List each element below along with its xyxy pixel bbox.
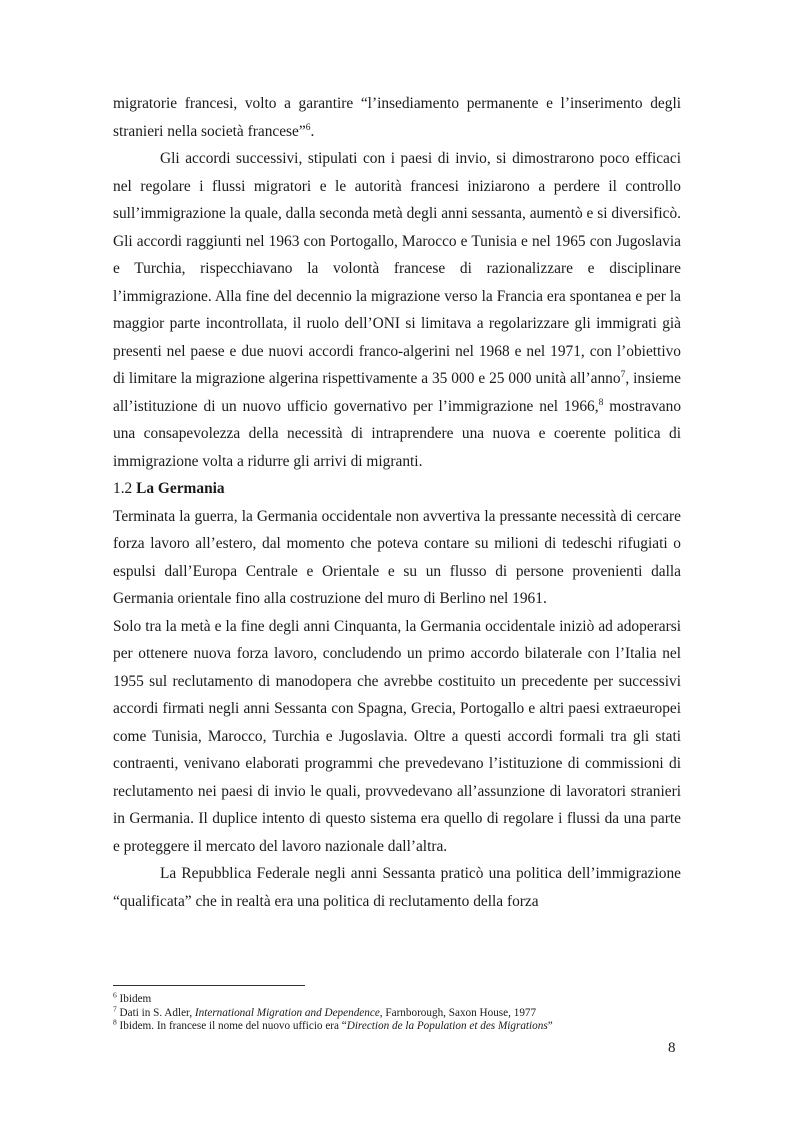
footnote-text: Dati in S. Adler, xyxy=(119,1006,195,1019)
page-number: 8 xyxy=(668,1040,676,1056)
footnote-number: 7 xyxy=(113,1003,117,1013)
footnote-number: 6 xyxy=(113,990,117,1000)
paragraph-1: migratorie francesi, volto a garantire “l’insediamento permanente e l’inserimento degli stranieri nella società francese”$^6$. xyxy=(113,95,681,140)
footnote-divider xyxy=(113,985,305,986)
section-number: 1.2 xyxy=(113,480,133,497)
section-heading xyxy=(113,475,681,503)
footnote-text: ” xyxy=(547,1020,553,1032)
paragraph-3: Terminata la guerra, la Germania occidentale non avvertiva la pressante necessità di cercare forza lavoro all’estero, dal momento che poteva contare su milioni di tedeschi rifugiati o espulsi dall’Europa Centrale e Orientale e su un flusso di persone provenienti dalla Germania orientale fino alla costruzione del muro di Berlino nel 1961. xyxy=(113,507,681,607)
footnote-ref: 6 xyxy=(305,122,311,133)
footnote-ref: 8 xyxy=(598,397,604,408)
footnote-text: Ibidem xyxy=(119,993,152,1005)
footnote-title: Direction de la Population et des Migrations xyxy=(346,1020,548,1032)
footnotes xyxy=(113,990,693,1034)
paragraph-4: Solo tra la metà e la fine degli anni Cinquanta, la Germania occidentale iniziò ad adoperarsi per ottenere nuova forza lavoro, concludendo un primo accordo bilaterale con l’Italia nel 1955 sul reclutamento di manodopera che avrebbe costituito un precedente per successivi accordi firmati negli anni Sessanta con Spagna, Grecia, Portogallo e altri paesi extraeuropei come Tunisia, Marocco, Turchia e Jugoslavia. Oltre a questi accordi formali tra gli stati contraenti, venivano elaborati programmi che prevedevano l’istituzione di commissioni di reclutamento nei paesi di invio le quali, provvedevano all’assunzione di lavoratori stranieri in Germania. Il duplice intento di questo sistema era quello di regolare i flussi da una parte e proteggere il mercato del lavoro nazionale dall’altra. xyxy=(113,617,681,855)
body-text xyxy=(113,90,681,915)
paragraph-text: mostravano una consapevolezza della necessità di intraprendere una nuova e coerente politica di immigrazione volta a ridurre gli arrivi di migranti. xyxy=(113,397,682,470)
footnote-ref: 7 xyxy=(620,369,626,380)
footnote-text: Ibidem. In francese il nome del nuovo ufficio era “ xyxy=(119,1020,347,1032)
paragraph-text: Gli accordi successivi, stipulati con i paesi di invio, si dimostrarono poco efficaci nel regolare i flussi migratori e le autorità francesi iniziarono a perdere il controllo sull’immigrazione la quale, dalla seconda metà degli anni sessanta, aumentò e si diversificò. Gli accordi raggiunti nel 1963 con Portogallo, Marocco e Tunisia e nel 1965 con Jugoslavia e Turchia, rispecchiavano la volontà francese di razionalizzare e disciplinare l’immigrazione. Alla fine del decennio la migrazione verso la Francia era spontanea e per la maggior parte incontrollata, il ruolo dell’ONI si limitava a regolarizzare gli immigrati già presenti nel paese e due nuovi accordi franco-algerini nel 1968 e nel 1971, con l’obiettivo di limitare la migrazione algerina rispettivamente a 35 000 e 25 000 unità all’anno xyxy=(113,150,681,387)
paragraph-2 xyxy=(113,145,681,475)
footnote-6 xyxy=(113,990,693,1007)
footnote-title: International Migration and Dependence xyxy=(194,1006,380,1019)
footnote-8 xyxy=(113,1017,693,1034)
footnote-text: , Farnborough, Saxon House, 1977 xyxy=(379,1006,537,1019)
paragraph-text: , insieme all’istituzione di un nuovo ufficio governativo per l’immigrazione nel 1966, xyxy=(113,370,681,415)
section-title: La Germania xyxy=(136,480,225,497)
footnote-number: 8 xyxy=(113,1017,117,1027)
paragraph-text: migratorie francesi, volto a garantire “l’insediamento permanente e l’inserimento degli stranieri nella società francese” xyxy=(113,95,681,140)
footnote-7 xyxy=(113,1003,693,1021)
paragraph-5: La Repubblica Federale negli anni Sessanta praticò una politica dell’immigrazione “qualificata” che in realtà era una politica di reclutamento della forza xyxy=(113,865,681,910)
